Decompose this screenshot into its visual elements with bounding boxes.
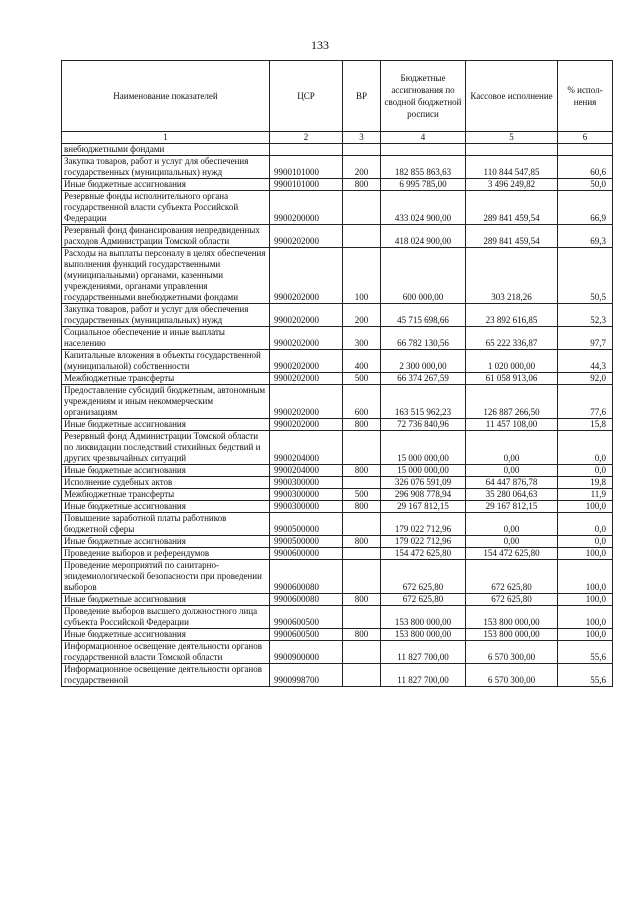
table-row [62,248,613,304]
table-row [62,560,613,594]
table-row [62,304,613,327]
row-vr: 800 [343,629,381,641]
row-exec: 126 887 266,50 [466,385,558,419]
row-exec: 153 800 000,00 [466,629,558,641]
table-row [62,641,613,664]
row-budget: 154 472 625,80 [381,548,466,560]
row-vr: 200 [343,156,381,179]
table-header-row [62,61,613,132]
row-exec: 23 892 616,85 [466,304,558,327]
row-pct: 19,8 [558,477,613,489]
row-exec: 0,00 [466,513,558,536]
row-pct: 100,0 [558,629,613,641]
row-budget: 66 782 130,56 [381,327,466,350]
row-exec: 110 844 547,85 [466,156,558,179]
row-vr: 800 [343,179,381,191]
row-csr: 9900101000 [270,156,343,179]
row-exec: 1 020 000,00 [466,350,558,373]
row-pct: 55,6 [558,641,613,664]
row-name: Информационное освещение деятельности органов государственной власти Томской области [62,641,270,664]
table-row [62,419,613,431]
row-exec: 3 496 249,82 [466,179,558,191]
row-exec: 11 457 108,00 [466,419,558,431]
row-budget: 163 515 962,23 [381,385,466,419]
row-csr: 9900202000 [270,373,343,385]
table-row [62,327,613,350]
row-vr [343,431,381,465]
column-number: 6 [558,132,613,144]
row-name: Предоставление субсидий бюджетным, автономным учреждениям и иным некоммерческим организациям [62,385,270,419]
page-number: 133 [311,38,329,52]
row-csr: 9900998700 [270,664,343,687]
row-exec: 65 222 336,87 [466,327,558,350]
row-exec: 153 800 000,00 [466,606,558,629]
row-csr: 9900900000 [270,641,343,664]
row-vr [343,560,381,594]
row-csr: 9900600000 [270,548,343,560]
header-budget: Бюджетные ассигнования по сводной бюджетной росписи [381,61,466,132]
row-name: Проведение мероприятий по санитарно-эпидемиологической безопасности при проведении выборов [62,560,270,594]
header-csr: ЦСР [270,61,343,132]
table-row [62,350,613,373]
row-exec: 303 218,26 [466,248,558,304]
row-pct: 97,7 [558,327,613,350]
row-budget: 179 022 712,96 [381,536,466,548]
row-pct: 0,0 [558,465,613,477]
header-pct: % испол-нения [558,61,613,132]
row-budget: 29 167 812,15 [381,501,466,513]
row-name: Иные бюджетные ассигнования [62,501,270,513]
row-pct: 77,6 [558,385,613,419]
row-exec: 29 167 812,15 [466,501,558,513]
row-budget: 66 374 267,59 [381,373,466,385]
table-row [62,431,613,465]
row-exec: 61 058 913,06 [466,373,558,385]
row-csr: 9900202000 [270,419,343,431]
row-budget: 326 076 591,09 [381,477,466,489]
row-csr: 9900600080 [270,594,343,606]
row-exec: 6 570 300,00 [466,641,558,664]
row-budget: 182 855 863,63 [381,156,466,179]
row-budget: 153 800 000,00 [381,629,466,641]
row-csr: 9900600500 [270,606,343,629]
row-name: Иные бюджетные ассигнования [62,179,270,191]
row-exec: 6 570 300,00 [466,664,558,687]
column-number: 2 [270,132,343,144]
row-vr: 100 [343,248,381,304]
row-name: Повышение заработной платы работников бюджетной сферы [62,513,270,536]
row-pct: 100,0 [558,606,613,629]
row-csr: 9900204000 [270,465,343,477]
table-row [62,606,613,629]
row-pct: 52,3 [558,304,613,327]
row-name: Расходы на выплаты персоналу в целях обеспечения выполнения функций государственными (муниципальными) органами, казенными учреждениями, органами управления государственными внебюджетными фондами [62,248,270,304]
row-csr: 9900101000 [270,179,343,191]
row-budget: 418 024 900,00 [381,225,466,248]
table-row [62,594,613,606]
row-vr: 200 [343,304,381,327]
row-exec: 64 447 876,78 [466,477,558,489]
budget-execution-table [61,60,613,687]
table-row [62,179,613,191]
row-exec: 289 841 459,54 [466,191,558,225]
row-name: Резервные фонды исполнительного органа государственной власти субъекта Российской Федерации [62,191,270,225]
row-vr [343,225,381,248]
row-pct: 100,0 [558,501,613,513]
row-budget: 153 800 000,00 [381,606,466,629]
table-row [62,156,613,179]
row-pct: 0,0 [558,536,613,548]
row-vr [343,144,381,156]
row-pct: 69,3 [558,225,613,248]
row-csr: 9900300000 [270,477,343,489]
row-vr: 500 [343,373,381,385]
row-pct: 50,5 [558,248,613,304]
row-csr: 9900202000 [270,350,343,373]
row-csr: 9900202000 [270,385,343,419]
row-name: Проведение выборов высшего должностного лица субъекта Российской Федерации [62,606,270,629]
table-row [62,536,613,548]
row-csr [270,144,343,156]
table-row [62,501,613,513]
row-name: Межбюджетные трансферты [62,489,270,501]
row-exec: 0,00 [466,465,558,477]
table-row [62,477,613,489]
row-pct: 50,0 [558,179,613,191]
row-pct: 100,0 [558,548,613,560]
row-name: Иные бюджетные ассигнования [62,629,270,641]
row-exec: 0,00 [466,536,558,548]
row-pct: 55,6 [558,664,613,687]
column-number: 5 [466,132,558,144]
row-vr [343,548,381,560]
table-row [62,629,613,641]
row-vr: 800 [343,465,381,477]
row-name: Иные бюджетные ассигнования [62,419,270,431]
row-budget: 296 908 778,94 [381,489,466,501]
header-vr: ВР [343,61,381,132]
row-csr: 9900300000 [270,501,343,513]
row-exec: 35 280 064,63 [466,489,558,501]
table-row [62,144,613,156]
table-row [62,664,613,687]
column-number: 4 [381,132,466,144]
row-name: Иные бюджетные ассигнования [62,536,270,548]
row-csr: 9900204000 [270,431,343,465]
row-pct [558,144,613,156]
row-csr: 9900202000 [270,248,343,304]
row-pct: 44,3 [558,350,613,373]
row-budget: 72 736 840,96 [381,419,466,431]
column-number: 1 [62,132,270,144]
row-pct: 15,8 [558,419,613,431]
row-pct: 100,0 [558,560,613,594]
row-exec: 672 625,80 [466,594,558,606]
row-exec: 289 841 459,54 [466,225,558,248]
column-number: 3 [343,132,381,144]
row-name: Закупка товаров, работ и услуг для обеспечения государственных (муниципальных) нужд [62,304,270,327]
row-name: Проведение выборов и референдумов [62,548,270,560]
row-vr: 500 [343,489,381,501]
row-vr [343,513,381,536]
row-pct: 100,0 [558,594,613,606]
table-row [62,373,613,385]
row-budget: 11 827 700,00 [381,641,466,664]
row-name: Исполнение судебных актов [62,477,270,489]
row-name: Капитальные вложения в объекты государственной (муниципальной) собственности [62,350,270,373]
row-budget [381,144,466,156]
row-csr: 9900600080 [270,560,343,594]
table-row [62,385,613,419]
row-csr: 9900500000 [270,536,343,548]
row-name: Иные бюджетные ассигнования [62,594,270,606]
row-name: Социальное обеспечение и иные выплаты населению [62,327,270,350]
row-vr: 800 [343,594,381,606]
row-budget: 15 000 000,00 [381,465,466,477]
table-row [62,465,613,477]
row-budget: 45 715 698,66 [381,304,466,327]
table-row [62,548,613,560]
table-row [62,513,613,536]
row-csr: 9900202000 [270,225,343,248]
row-name: Резервный фонд Администрации Томской области по ликвидации последствий стихийных бедствий и других чрезвычайных ситуаций [62,431,270,465]
row-exec: 0,00 [466,431,558,465]
row-name: Межбюджетные трансферты [62,373,270,385]
row-exec: 154 472 625,80 [466,548,558,560]
row-vr: 300 [343,327,381,350]
row-vr [343,191,381,225]
row-budget: 179 022 712,96 [381,513,466,536]
row-pct: 0,0 [558,431,613,465]
row-vr: 800 [343,536,381,548]
row-vr [343,664,381,687]
header-exec: Кассовое исполнение [466,61,558,132]
row-budget: 600 000,00 [381,248,466,304]
row-csr: 9900300000 [270,489,343,501]
row-pct: 11,9 [558,489,613,501]
row-pct: 60,6 [558,156,613,179]
row-csr: 9900500000 [270,513,343,536]
row-budget: 15 000 000,00 [381,431,466,465]
row-vr [343,641,381,664]
column-number-row [62,132,613,144]
row-pct: 0,0 [558,513,613,536]
row-vr [343,606,381,629]
row-budget: 433 024 900,00 [381,191,466,225]
row-vr: 800 [343,419,381,431]
row-pct: 92,0 [558,373,613,385]
row-csr: 9900202000 [270,327,343,350]
table-row [62,225,613,248]
row-name: Резервный фонд финансирования непредвиденных расходов Администрации Томской области [62,225,270,248]
table-row [62,489,613,501]
header-name: Наименование показателей [62,61,270,132]
row-exec [466,144,558,156]
row-pct: 66,9 [558,191,613,225]
row-budget: 672 625,80 [381,560,466,594]
row-budget: 11 827 700,00 [381,664,466,687]
row-budget: 2 300 000,00 [381,350,466,373]
row-budget: 6 995 785,00 [381,179,466,191]
row-csr: 9900600500 [270,629,343,641]
row-vr: 600 [343,385,381,419]
table-row [62,191,613,225]
row-vr: 800 [343,501,381,513]
row-vr [343,477,381,489]
row-csr: 9900202000 [270,304,343,327]
row-exec: 672 625,80 [466,560,558,594]
row-name: Информационное освещение деятельности органов государственной [62,664,270,687]
row-name: внебюджетными фондами [62,144,270,156]
row-csr: 9900200000 [270,191,343,225]
row-name: Закупка товаров, работ и услуг для обеспечения государственных (муниципальных) нужд [62,156,270,179]
row-vr: 400 [343,350,381,373]
row-budget: 672 625,80 [381,594,466,606]
row-name: Иные бюджетные ассигнования [62,465,270,477]
